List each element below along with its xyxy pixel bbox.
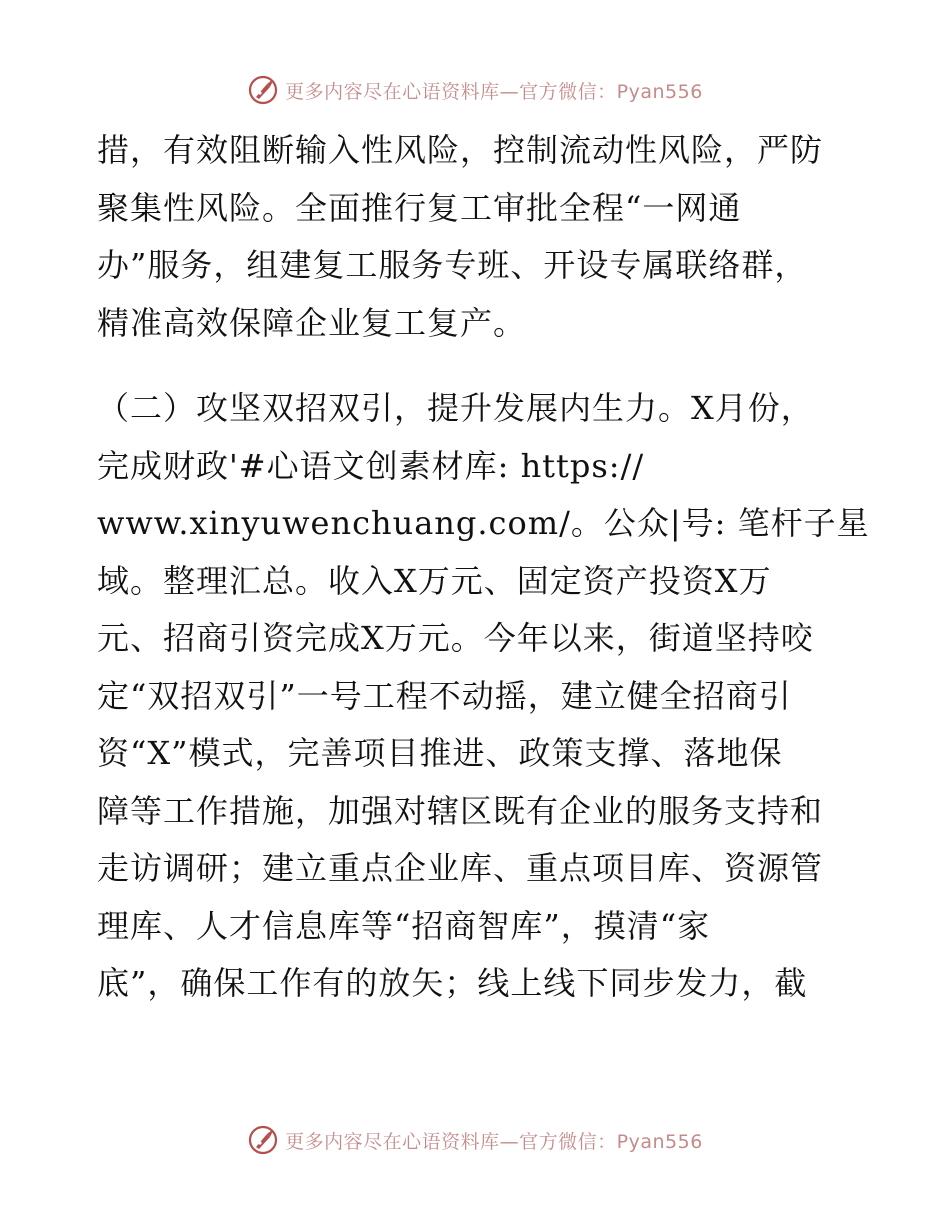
paragraph2-line: 域。整理汇总。收入X万元、固定资产投资X万: [97, 561, 772, 600]
paragraph1-line: 办”服务，组建复工服务专班、开设专属联络群，: [97, 246, 808, 284]
header-watermark: [0, 70, 950, 110]
paragraph2-line: 底”，确保工作有的放矢；线上线下同步发力，截: [97, 964, 808, 1002]
pen-nib-circle-icon: [247, 1124, 279, 1156]
paragraph1-line: 措，有效阻断输入性风险，控制流动性风险，严防: [97, 131, 824, 169]
document-body: [97, 122, 870, 1013]
footer-watermark: [0, 1120, 950, 1160]
header-watermark-text: 更多内容尽在心语资料库—官方微信：Pyan556: [285, 80, 703, 103]
paragraph2-heading-line: （二）攻坚双招双引，提升发展内生力。X月份，: [97, 389, 814, 427]
paragraph2-line: 元、招商引资完成X万元。今年以来，街道坚持咬: [97, 619, 814, 657]
footer-watermark-text: 更多内容尽在心语资料库—官方微信：Pyan556: [285, 1130, 703, 1153]
paragraph2-line: 障等工作措施，加强对辖区既有企业的服务支持和: [97, 791, 824, 830]
pen-nib-circle-icon: [247, 74, 279, 106]
paragraph2-line: 资“X”模式，完善项目推进、政策支撑、落地保: [97, 734, 783, 772]
paragraph2-line: 定“双招双引”一号工程不动摇，建立健全招商引: [97, 676, 792, 715]
paragraph2-line: 理库、人才信息库等“招商智库”，摸清“家: [97, 906, 711, 945]
paragraph1-line: 精准高效保障企业复工复产。: [97, 303, 527, 342]
paragraph2-line: 完成财政'#心语文创素材库: https://: [97, 446, 645, 485]
paragraph1-line: 聚集性风险。全面推行复工审批全程“一网通: [97, 188, 742, 227]
paragraph2-line: www.xinyuwenchuang.com/。公众|号: 笔杆子星: [97, 504, 870, 542]
paragraph2-line: 走访调研；建立重点企业库、重点项目库、资源管: [97, 849, 824, 887]
